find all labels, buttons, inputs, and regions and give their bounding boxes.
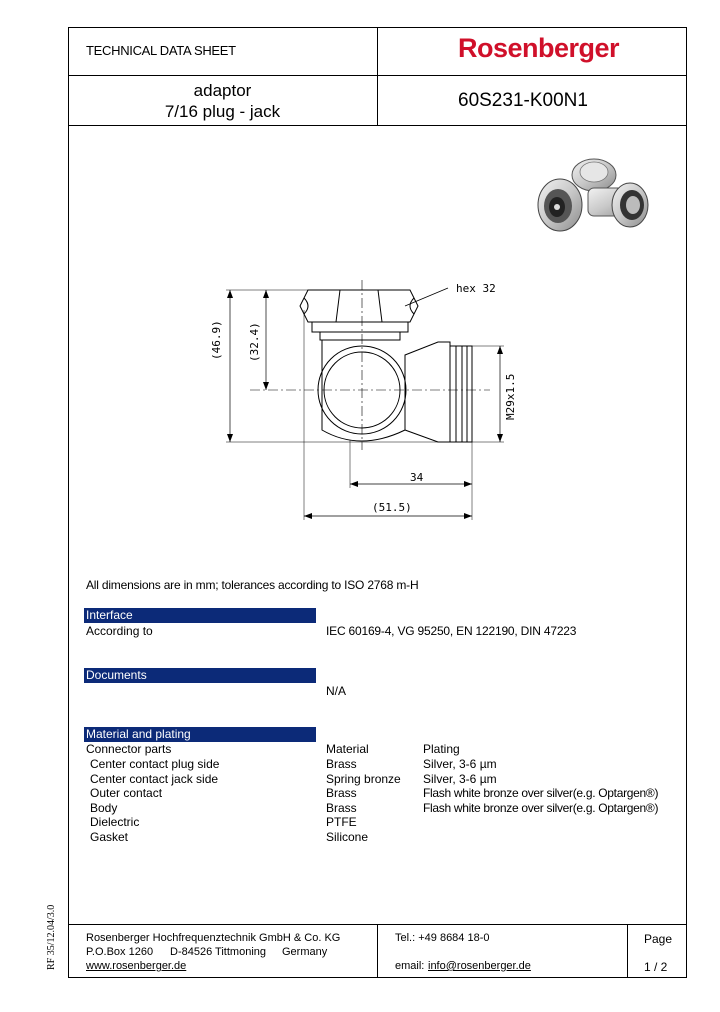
header-column-divider — [377, 27, 378, 125]
product-description — [68, 80, 377, 122]
material-plating: Silver, 3-6 µm — [423, 757, 497, 771]
material-name: Silicone — [326, 829, 369, 844]
footer-company: Rosenberger Hochfrequenztechnik GmbH & Co. KG — [86, 932, 341, 944]
table-row — [90, 801, 680, 816]
documents-heading: Documents — [84, 668, 316, 683]
dim-total-height: (46.9) — [210, 320, 223, 360]
table-row — [90, 830, 680, 845]
product-photo — [528, 150, 668, 240]
dim-total-width: (51.5) — [372, 501, 412, 514]
interface-heading: Interface — [84, 608, 316, 623]
footer-country: Germany — [282, 946, 328, 958]
part-number: 60S231-K00N1 — [458, 90, 588, 111]
hex-nut — [300, 290, 418, 322]
dim-partial-height: (32.4) — [248, 322, 261, 362]
footer-column-divider-2 — [627, 924, 628, 978]
product-type: adaptor — [193, 81, 252, 100]
documents-value: N/A — [326, 684, 347, 698]
page-label: Page — [644, 932, 673, 946]
technical-drawing — [200, 270, 520, 530]
footer-email-label: email: — [395, 960, 425, 972]
material-heading: Material and plating — [84, 727, 316, 742]
footer-website-link[interactable]: www.rosenberger.de — [86, 960, 187, 972]
footer-city: D-84526 Tittmoning — [170, 946, 266, 958]
doc-title: TECHNICAL DATA SHEET — [86, 43, 236, 58]
dim-partial-width: 34 — [410, 471, 424, 484]
material-part: Center contact jack side — [90, 771, 219, 786]
footer-column-divider-1 — [377, 924, 378, 978]
material-name: Brass — [326, 800, 357, 815]
material-name: Brass — [326, 757, 357, 771]
header-divider-2 — [68, 125, 687, 126]
dim-thread: M29x1.5 — [504, 373, 517, 420]
material-plating: Flash white bronze over silver(e.g. Optargen®) — [423, 800, 659, 815]
material-part: Dielectric — [90, 815, 140, 830]
footer-tel: Tel.: +49 8684 18-0 — [395, 932, 490, 944]
material-part: Center contact plug side — [90, 757, 220, 771]
material-name: PTFE — [326, 815, 357, 830]
material-part: Body — [90, 800, 118, 815]
table-row — [90, 815, 680, 830]
material-plating: Silver, 3-6 µm — [423, 771, 497, 786]
material-col-part: Connector parts — [86, 742, 172, 756]
brand-logo: Rosenberger — [458, 33, 620, 63]
interface-standards: IEC 60169-4, VG 95250, EN 122190, DIN 47223 — [326, 624, 577, 638]
material-name: Spring bronze — [326, 771, 401, 786]
material-table — [90, 757, 680, 845]
footer-email-link[interactable]: info@rosenberger.de — [428, 960, 531, 972]
table-row — [90, 772, 680, 787]
material-part: Gasket — [90, 829, 129, 844]
product-variant: 7/16 plug - jack — [164, 102, 281, 121]
material-col-plating: Plating — [423, 742, 460, 756]
hex-size-label: hex 32 — [456, 282, 496, 295]
material-plating: Flash white bronze over silver(e.g. Optargen®) — [423, 786, 659, 801]
material-col-material: Material — [326, 742, 369, 756]
table-row — [90, 786, 680, 801]
document-revision-code: RF 35/12.04/3.0 — [46, 904, 57, 970]
page-number: 1 / 2 — [644, 960, 668, 974]
footer-pobox: P.O.Box 1260 — [86, 946, 154, 958]
table-row — [90, 757, 680, 772]
material-name: Brass — [326, 786, 357, 801]
interface-label: According to — [86, 624, 153, 638]
tolerance-note: All dimensions are in mm; tolerances according to ISO 2768 m-H — [86, 578, 419, 592]
material-part: Outer contact — [90, 786, 163, 801]
